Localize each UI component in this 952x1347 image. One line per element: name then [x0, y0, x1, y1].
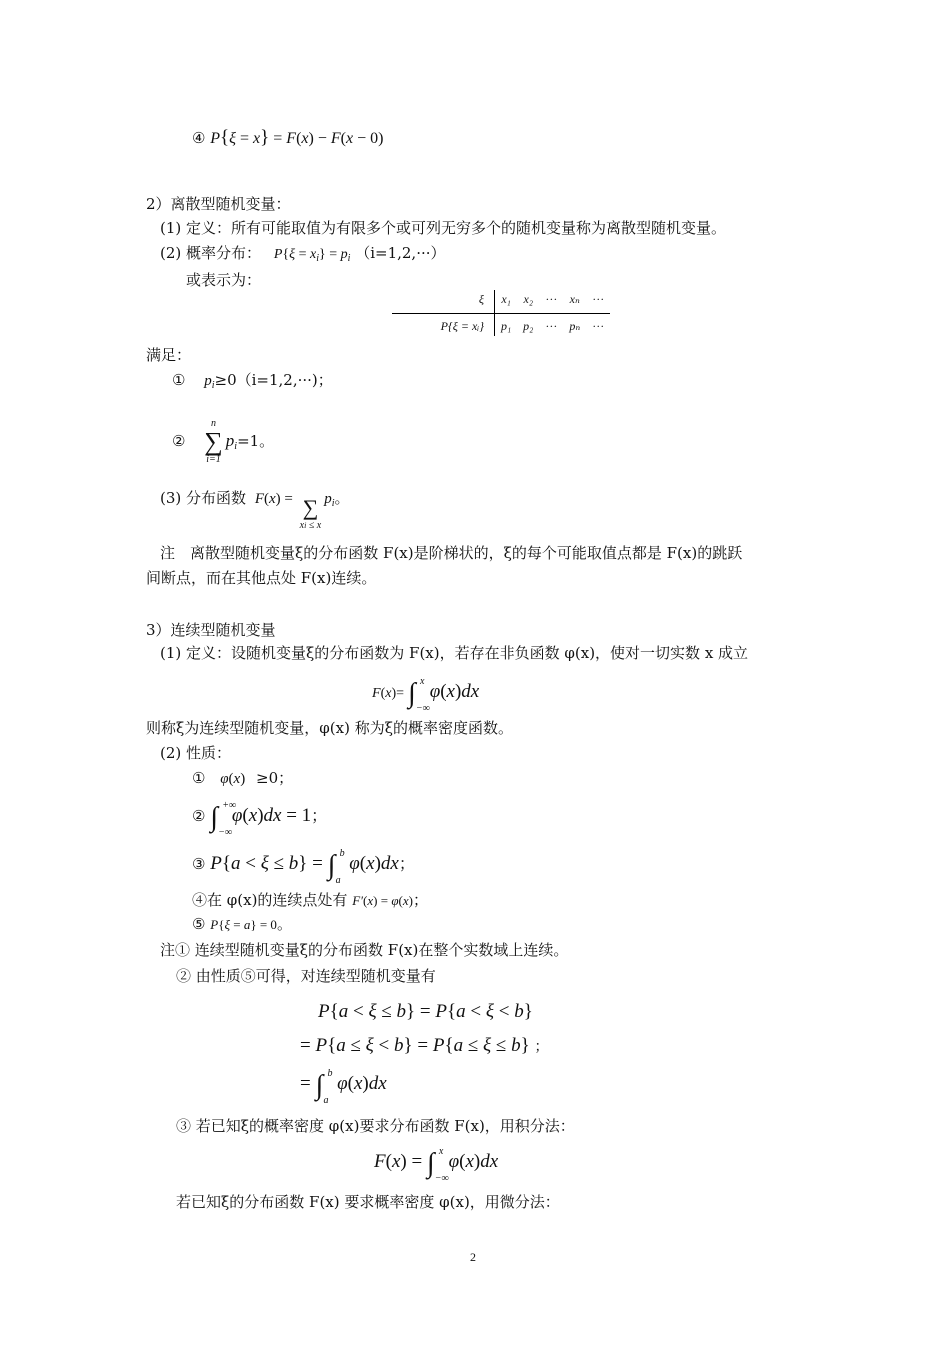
- formula-continuous-cdf: F(x)= ∫ x −∞ φ(x)dx: [372, 676, 480, 714]
- phi-x-symbol: φ(x): [220, 771, 246, 787]
- table-x-5: ···: [586, 290, 610, 314]
- section-2-title: 2）离散型随机变量：: [146, 195, 291, 213]
- property-4-line: [192, 128, 383, 149]
- discrete-definition: (1) 定义：所有可能取值为有限多个或可列无穷多个的随机变量称为离散型随机变量。: [160, 219, 727, 237]
- circled-1: ①: [172, 371, 186, 389]
- density-sentence: 则称ξ为连续型随机变量，φ(x) 称为ξ的概率密度函数。: [146, 719, 513, 737]
- circled-4: ④: [192, 129, 206, 147]
- formula-jump-probability: P{ξ = x} = F(x) − F(x − 0): [210, 127, 384, 148]
- property-q4-text: ④在 φ(x)的连续点处有: [192, 891, 348, 909]
- note-continuity: 注① 连续型随机变量ξ的分布函数 F(x)在整个实数域上连续。: [160, 941, 569, 959]
- circled-3: ③: [192, 855, 206, 873]
- property-q1: [192, 768, 293, 789]
- distribution-label: (2) 概率分布：: [160, 244, 262, 262]
- table-p-3: ···: [545, 319, 558, 333]
- condition-1-text: ≥0（i=1,2,···)；: [214, 371, 333, 389]
- formula-normalization: ∫ +∞ −∞ φ(x)dx = 1；: [210, 800, 328, 838]
- satisfies-label: 满足：: [146, 346, 192, 364]
- table-x-2: x₂: [517, 290, 539, 314]
- formula-derivative-density: F′(x) = φ(x): [352, 893, 413, 908]
- note-differentiation-method: 若已知ξ的分布函数 F(x) 要求概率密度 φ(x)，用微分法：: [176, 1193, 560, 1211]
- formula-discrete-cdf: F(x) = ∑ xi ≤ x $p_i$: [254, 491, 335, 531]
- discrete-cdf-line: [160, 488, 350, 532]
- formula-equal-probabilities-2: = P{a ≤ ξ < b} = P{a ≤ ξ ≤ b} ；: [300, 1035, 549, 1056]
- distribution-index-range: （i=1,2,···）: [355, 244, 446, 262]
- circled-2b: ②: [192, 807, 206, 825]
- table-x-3: ···: [539, 290, 563, 314]
- property-q5: ⑤ P{ξ = a} = 0。: [192, 915, 292, 933]
- property-q3: [192, 848, 415, 886]
- p-i-summand: $p_i$: [225, 431, 238, 452]
- formula-equal-probabilities-3: = ∫ b a φ(x)dx: [300, 1068, 387, 1106]
- property-q1-text: ≥0；: [256, 769, 294, 787]
- cdf-period: 。: [334, 489, 350, 507]
- circled-5: ⑤: [192, 915, 206, 933]
- circled-1b: ①: [192, 769, 206, 787]
- note-1-line-a: 注 离散型随机变量ξ的分布函数 F(x)是阶梯状的，ξ的每个可能取值点都是 F(x)的跳跃: [160, 544, 743, 562]
- table-p-5: ···: [592, 319, 605, 333]
- table-p-1: p₁: [501, 319, 512, 333]
- table-x-4: xₙ: [563, 290, 586, 314]
- note-property-5: ② 由性质⑤可得，对连续型随机变量有: [176, 967, 436, 985]
- property-q2: [192, 800, 328, 838]
- p-i-symbol: $p_i$: [204, 373, 215, 391]
- discrete-distribution-line: [160, 243, 446, 269]
- distribution-table: [392, 290, 610, 336]
- property-q4: ④在 φ(x)的连续点处有 F′(x) = φ(x)；: [192, 891, 428, 909]
- summation-symbol: n ∑ i=1: [204, 418, 223, 465]
- condition-2: [172, 418, 274, 466]
- note-integration-method: ③ 若已知ξ的概率密度 φ(x)要求分布函数 F(x)，用积分法：: [176, 1117, 575, 1135]
- formula-cdf-from-density: F(x) = ∫ x −∞ φ(x)dx: [374, 1146, 499, 1184]
- circled-2: ②: [172, 432, 186, 450]
- continuous-definition: (1) 定义：设随机变量ξ的分布函数为 F(x)，若存在非负函数 φ(x)，使对一切实数 x 成立: [160, 644, 749, 662]
- table-p-2: p₂: [523, 319, 534, 333]
- condition-2-text: =1。: [237, 432, 275, 450]
- formula-equal-probabilities-1: P{a < ξ ≤ b} = P{a < ξ < b}: [318, 1001, 533, 1022]
- section-3-title: 3）连续型随机变量: [146, 621, 276, 639]
- or-expressed-as: 或表示为：: [186, 271, 262, 289]
- page-number: 2: [470, 1250, 476, 1264]
- table-header-xi: ξ: [392, 290, 495, 314]
- properties-label: (2) 性质：: [160, 744, 232, 762]
- formula-point-probability: P{ξ = a} = 0: [210, 917, 277, 932]
- cdf-label: (3) 分布函数: [160, 489, 247, 507]
- formula-distribution: $P\{\xi = x_i\} = p_i$: [273, 247, 351, 264]
- table-header-probability: P{ξ = xᵢ}: [392, 314, 495, 337]
- table-x-1: x₁: [495, 290, 518, 314]
- formula-interval-probability: P{a < ξ ≤ b} = ∫ b a φ(x)dx；: [210, 848, 415, 886]
- table-p-4: pₙ: [569, 319, 581, 333]
- note-1-line-b: 间断点，而在其他点处 F(x)连续。: [146, 569, 377, 587]
- condition-1: [172, 370, 333, 396]
